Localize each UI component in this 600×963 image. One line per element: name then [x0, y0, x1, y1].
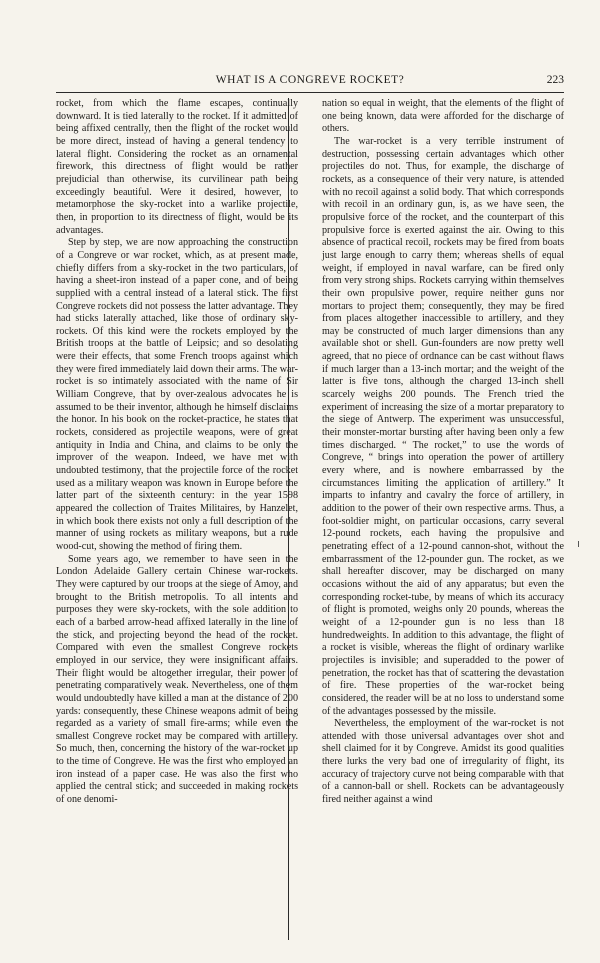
left-column [56, 98, 298, 807]
page-number: 223 [546, 74, 564, 86]
paragraph: Some years ago, we remember to have seen in the London Adelaide Gallery certain Chinese war-rockets. They were captured by our troops at the siege of Amoy, and brought to the British metropolis. To all intents and purposes they were sky-rockets, with the sole addition to each of a barbed arrow-head affixed laterally in the line of the stick, and projecting beyond the head of the rocket. Compared with even the smallest Congreve rockets employed in our service, they were insignificant affairs. Their flight would be altogether irregular, their power of penetrating comparatively weak. Nevertheless, one of them would undoubtedly have killed a man at the distance of 200 yards: consequently, these Chinese weapons admit of being regarded as a variety of small fire-arms; while even the smallest Congreve rocket may be compared with artillery. So much, then, concerning the history of the war-rocket up to the time of Congreve. He was the first who employed an iron instead of a paper case. He was also the first who applied the central stick; and succeeded in making rockets of one denomi- [56, 553, 298, 806]
paragraph: nation so equal in weight, that the elements of the flight of one being known, data were afforded for the discharge of others. [322, 98, 564, 135]
right-column [322, 98, 564, 807]
running-head: WHAT IS A CONGREVE ROCKET? [215, 74, 405, 86]
paragraph: Nevertheless, the employment of the war-rocket is not attended with those universal advantages over shot and shell claimed for it by Congreve. Amidst its good qualities there lurks the very bad one of irregularity of flight, its accuracy of trajectory curve not being comparable with that of a cannon-ball or shell. Rockets can be advantageously fired neither against a wind [322, 718, 564, 806]
paragraph: rocket, from which the flame escapes, continually downward. It is tied laterally to the rocket. If it admitted of being affixed centrally, then the flight of the rocket would be more direct, instead of having a general tendency to lateral flight. Considering the rocket as an ornamental firework, this directness of flight would be rather prejudicial than otherwise, its curvilinear path being exceedingly beautiful. Were it desired, however, to metamorphose the sky-rocket into a warlike projectile, then, in proportion to its directness of flight, would be its advantages. [56, 98, 298, 236]
paragraph: The war-rocket is a very terrible instrument of destruction, possessing certain advantages which other projectiles do not. Thus, for example, the discharge of rockets, as a consequence of their very nature, is attended with no recoil against a solid body. That which corresponds with recoil in an ordinary gun, is, as we have seen, the propulsive force of the rocket, and the counterpart of this propulsive force is exerted against the air. Owing to this absence of practical recoil, rockets may be fired from boats just large enough to carry them; whereas shells of equal weight, if employed in naval warfare, can be fired only from very strong ships. Rockets carrying within themselves their own propulsive power, require neither guns nor mortars to project them; consequently, they may be fired from places altogether inaccessible to artillery, and they may be constructed of much larger dimensions than any available shot or shell. Gun-founders are now pretty well agreed, that no piece of ordnance can be cast without flaws if much larger than a 13-inch mortar; and the weight of the latter is five tons, although the charged 13-inch shell scarcely weighs 200 pounds. The French tried the experiment of increasing the size of a mortar preparatory to the siege of Antwerp. The experiment was unsuccessful, their monster-mortar bursting after having been only a few times discharged. “ The rocket,” to use the words of Congreve, “ brings into operation the power of artillery every where, and is nowhere embarrassed by the circumstances limiting the application of artillery.” It imparts to infantry and cavalry the force of artillery, in addition to the power of their own respective arms. Thus, a foot-soldier might, on particular occasions, carry several 12-pound rockets, each having the propulsive and penetrating effect of a 12-pound cannon-shot, without the embarrassment of the 12-pounder gun. The rocket, as we shall hereafter discover, may be discharged on many occasions without the aid of any apparatus; but even the corresponding rocket-tube, by means of which its accuracy of flight is promoted, weighs only 20 pounds, whereas the weight of a 12-pounder gun is no less than 18 hundredweights. In addition to this advantage, the flight of a rocket is visible, whereas the flight of ordinary warlike projectiles is invisible; and superadded to the power of penetration, the rocket has that of scattering the devastation of fire. These properties of the war-rocket being considered, the reader will be at no loss to understand some of the advantages possessed by the missile. [322, 135, 564, 717]
column-divider [288, 98, 289, 940]
paragraph: Step by step, we are now approaching the construction of a Congreve or war rocket, which, as at present made, chiefly differs from a sky-rocket in the two particulars, of having a sheet-iron instead of a paper cone, and of being supplied with a central instead of a lateral stick. The first Congreve rockets did not possess the latter advantage. They had sticks laterally attached, like those of ordinary sky-rockets. Of this kind were the rockets employed by the British troops at the battle of Leipsic; and so desolating were their effects, that some French troops against which they were fired immediately laid down their arms. The war-rocket is so intimately associated with the name of Sir William Congreve, that by over-zealous advocates he is assumed to be their inventor, although he himself disclaims the honor. In his book on the rocket-practice, he states that rockets, considered as projectile weapons, were of great antiquity in India and China, and claims to be only the improver of the weapon. Indeed, we have met with undoubted testimony, that the projectile force of the rocket used as a military weapon was known in Europe before the latter part of the sixteenth century: in the year 1598 appeared the collection of Traites Militaires, by Hanzelet, in which book there exists not only a full description of the manner of using rockets as military weapons, but a rude wood-cut, showing the method of firing them. [56, 237, 298, 552]
page-header [56, 74, 564, 92]
header-rule [56, 92, 564, 93]
margin-mark [578, 541, 579, 547]
